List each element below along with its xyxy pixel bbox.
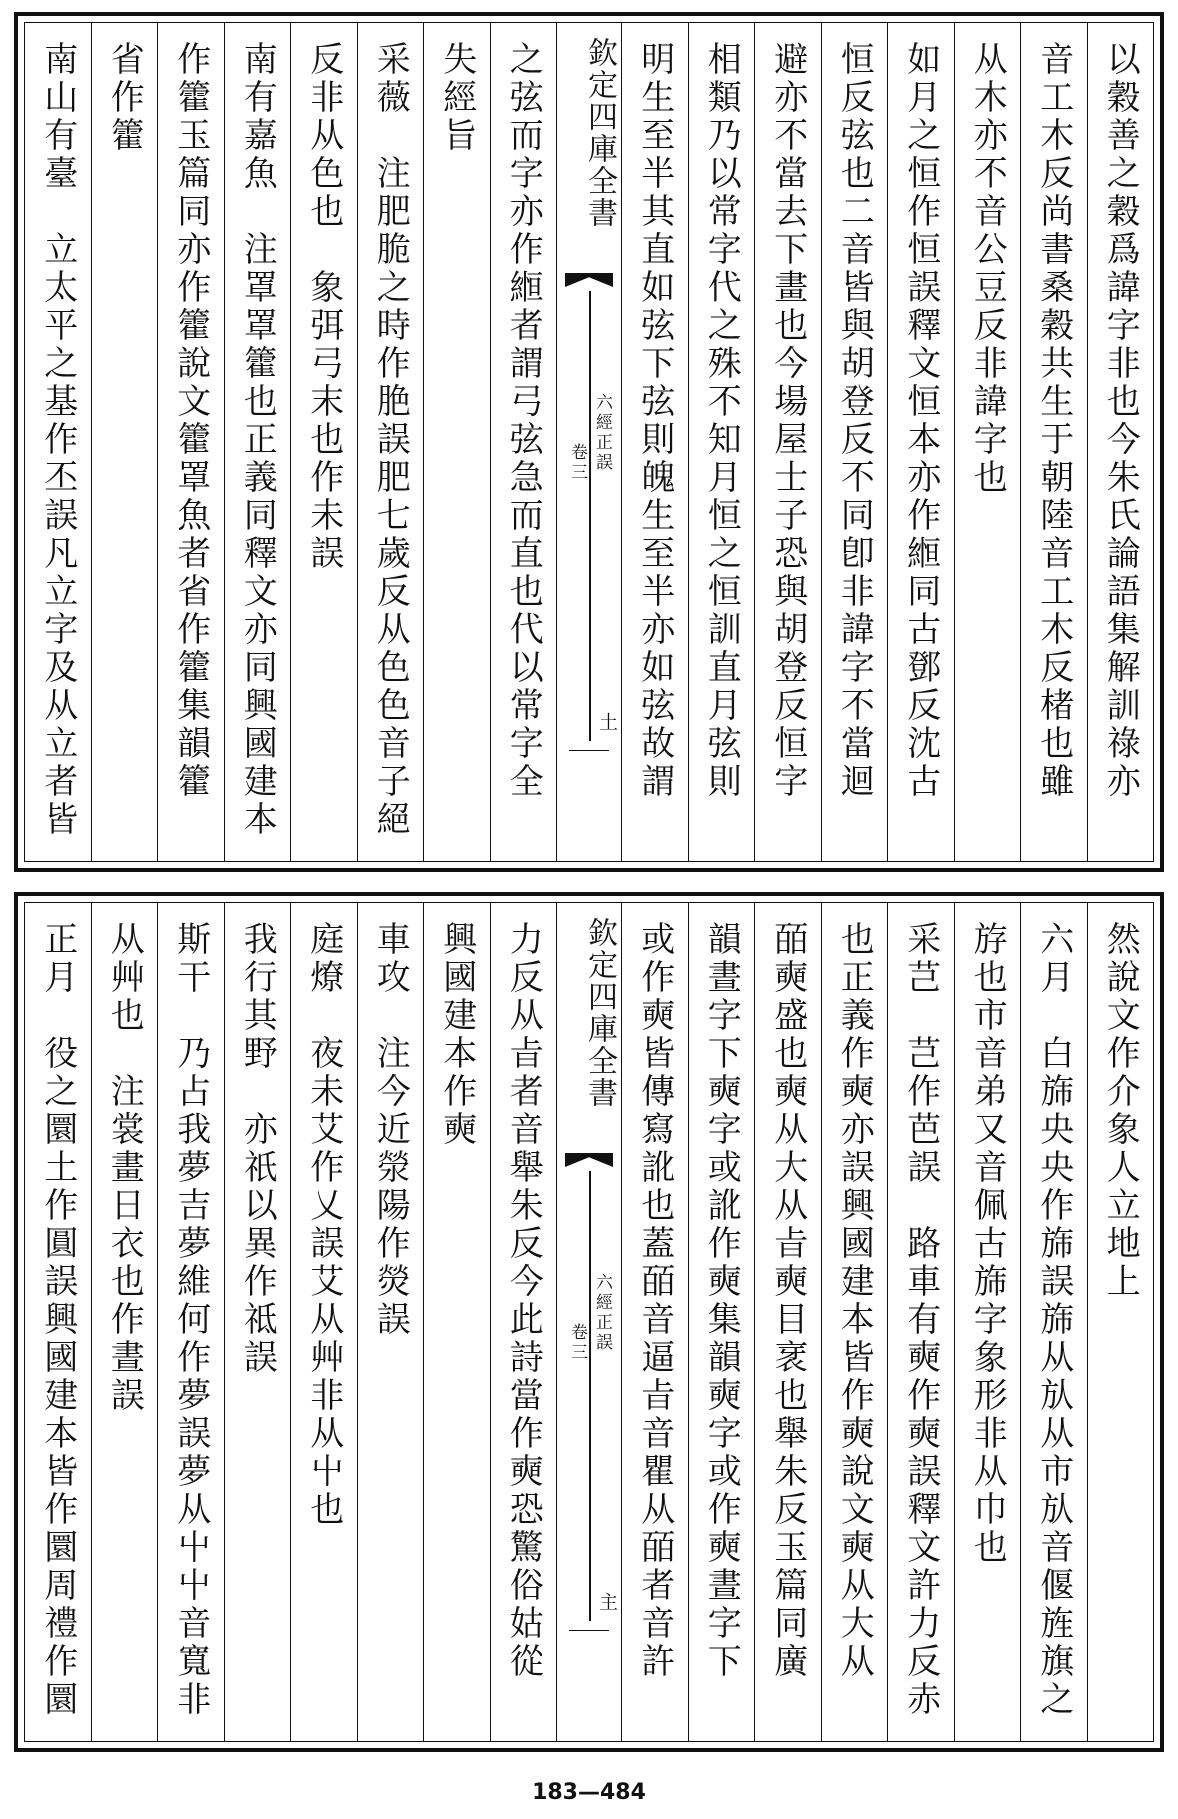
column-text: 或作奭皆傳寫訛也蓋皕音逼㫖音瞿从皕者音許 xyxy=(634,921,675,1681)
column-text: 从木亦不音公豆反非諱字也 xyxy=(967,41,1008,497)
column-text: 避亦不當去下畫也今場屋士子恐與胡登反恒字 xyxy=(767,41,808,801)
text-column xyxy=(887,23,954,861)
column-text: 力反从㫖者音舉朱反今此詩當作奭恐驚俗姑從 xyxy=(503,921,544,1681)
column-text: 以穀善之穀爲諱字非也今朱氏論語集解訓祿亦 xyxy=(1100,41,1141,801)
column-text: 采薇 注肥脆之時作脃誤肥七歲反从色色音子絕 xyxy=(370,41,411,839)
text-column xyxy=(688,23,755,861)
center-rule xyxy=(589,291,591,741)
text-column xyxy=(490,23,557,861)
column-text: 相類乃以常字代之殊不知月恒之恒訓直月弦則 xyxy=(701,41,742,801)
column-text: 然說文作介象人立地上 xyxy=(1100,921,1141,1301)
text-column xyxy=(224,23,291,861)
column-text: 明生至半其直如弦下弦則魄生至半亦如弦故謂 xyxy=(634,41,675,801)
volume-label: 卷三 xyxy=(567,443,587,483)
folio-number: 土 xyxy=(596,712,618,731)
folio-rule xyxy=(569,750,609,752)
folio-rule xyxy=(569,1630,609,1632)
text-column xyxy=(954,23,1021,861)
column-text: 省作籗 xyxy=(104,41,145,155)
column-text: 也正義作奭亦誤興國建本皆作奭說文奭从大从 xyxy=(834,921,875,1681)
text-column xyxy=(25,23,91,861)
text-column xyxy=(91,23,158,861)
text-column xyxy=(490,903,557,1741)
text-column xyxy=(423,23,490,861)
column-text: 車攻 注今近滎陽作熒誤 xyxy=(370,921,411,1339)
text-column xyxy=(688,903,755,1741)
book-title: 欽定四庫全書 xyxy=(582,37,617,229)
text-column xyxy=(1087,23,1154,861)
column-text: 皕奭盛也奭从大从㫖奭目衺也舉朱反玉篇同廣 xyxy=(767,921,808,1681)
center-rule xyxy=(589,1171,591,1621)
column-text: 采芑 芑作芭誤 路車有奭作奭誤釋文許力反赤 xyxy=(900,921,941,1719)
text-column xyxy=(821,903,888,1741)
fishtail-mark xyxy=(565,1153,613,1167)
column-text: 之弦而字亦作縆者謂弓弦急而直也代以常字全 xyxy=(503,41,544,801)
column-text: 反非从色也 象弭弓末也作未誤 xyxy=(303,41,344,573)
column-text: 从艸也 注裳畫日衣也作晝誤 xyxy=(104,921,145,1415)
column-text: 作籗玉篇同亦作籗說文籗罩魚者省作籗集韻籗 xyxy=(170,41,211,801)
text-column xyxy=(887,903,954,1741)
text-column xyxy=(754,903,821,1741)
folio-number: 主 xyxy=(596,1592,618,1611)
fishtail-mark xyxy=(565,273,613,287)
text-column xyxy=(157,23,224,861)
column-text: 南山有臺 立太平之基作丕誤凡立字及从立者皆 xyxy=(37,41,78,839)
text-column xyxy=(821,23,888,861)
column-text: 音工木反尚書桑穀共生于朝陸音工木反楮也雖 xyxy=(1033,41,1074,801)
text-column xyxy=(91,903,158,1741)
text-column xyxy=(224,903,291,1741)
text-column xyxy=(1020,23,1087,861)
column-text: 斿也市音弟又音佩古旆字象形非从巾也 xyxy=(967,921,1008,1567)
text-column xyxy=(357,23,424,861)
text-column xyxy=(290,23,357,861)
column-text: 恒反弦也二音皆與胡登反不同卽非諱字不當迴 xyxy=(834,41,875,801)
center-fold xyxy=(556,903,621,1741)
page-number: 183—484 xyxy=(532,1780,646,1805)
text-column xyxy=(423,903,490,1741)
column-text: 韻晝字下奭字或訛作奭集韻奭字或作奭晝字下 xyxy=(701,921,742,1681)
center-fold xyxy=(556,23,621,861)
column-text: 正月 役之圜土作圓誤興國建本皆作圜周禮作圜 xyxy=(37,921,78,1719)
text-column xyxy=(157,903,224,1741)
bottom-page-frame xyxy=(24,902,1154,1742)
work-title: 六經正誤 xyxy=(592,393,612,473)
text-column xyxy=(954,903,1021,1741)
column-text: 庭燎 夜未艾作乂誤艾从艸非从屮也 xyxy=(303,921,344,1529)
text-column xyxy=(1087,903,1154,1741)
top-page xyxy=(14,12,1164,872)
text-column xyxy=(25,903,91,1741)
text-column xyxy=(754,23,821,861)
column-text: 興國建本作奭 xyxy=(436,921,477,1149)
column-text: 失經旨 xyxy=(436,41,477,155)
volume-label: 卷三 xyxy=(567,1323,587,1363)
bottom-page xyxy=(14,892,1164,1752)
column-text: 斯干 乃占我夢吉夢維何作夢誤夢从屮屮音寬非 xyxy=(170,921,211,1719)
column-text: 如月之恒作恒誤釋文恒本亦作縆同古鄧反沈古 xyxy=(900,41,941,801)
text-column xyxy=(621,23,688,861)
text-column xyxy=(290,903,357,1741)
column-text: 南有嘉魚 注罩罩籗也正義同釋文亦同興國建本 xyxy=(237,41,278,839)
column-text: 我行其野 亦祇以異作祗誤 xyxy=(237,921,278,1377)
text-column xyxy=(621,903,688,1741)
top-page-frame xyxy=(24,22,1154,862)
text-column xyxy=(357,903,424,1741)
work-title: 六經正誤 xyxy=(592,1273,612,1353)
text-column xyxy=(1020,903,1087,1741)
column-text: 六月 白旆央央作旆誤旆从㫃从市㫃音偃旌旗之 xyxy=(1033,921,1074,1719)
book-title: 欽定四庫全書 xyxy=(582,917,617,1109)
